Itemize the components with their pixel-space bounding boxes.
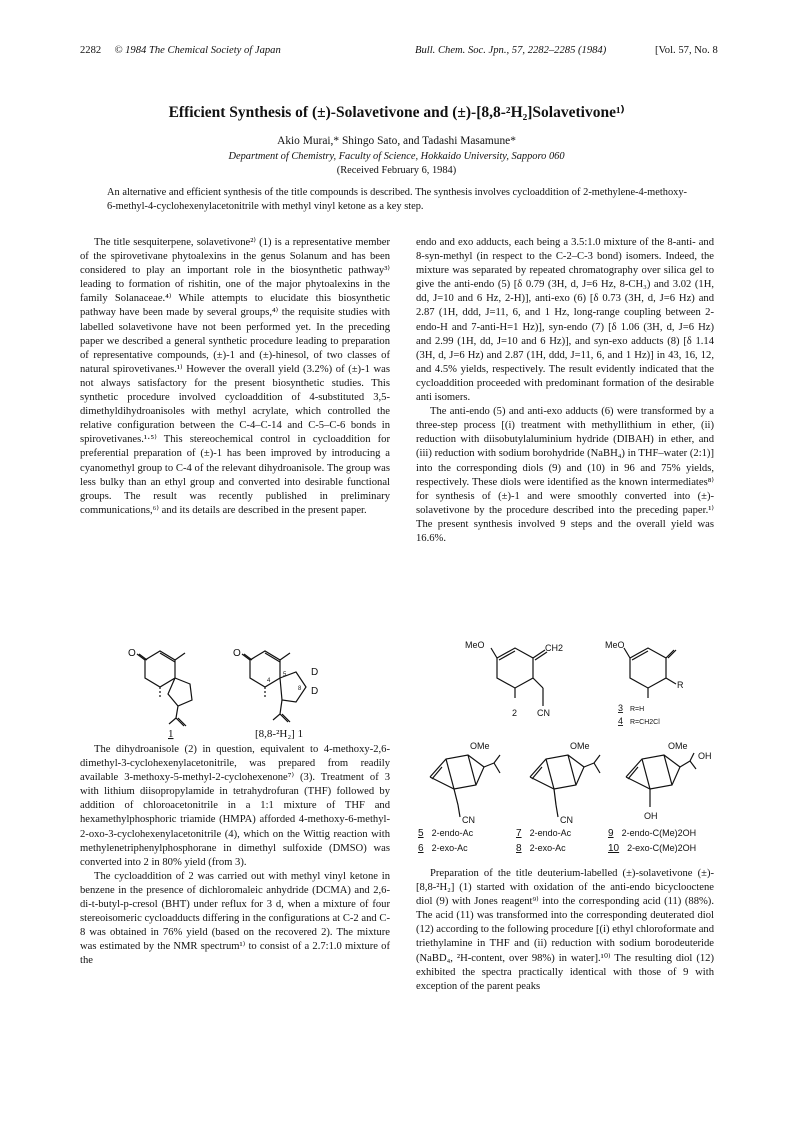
paragraph-intro: The title sesquiterpene, solavetivone²⁾ (1) is a representative member of the spirovetivane phytoalexins in the genus Solanum and has been considered to play an important role in the biosynthetic pathway³⁾ leading to formation of rishitin, one of the major phytoalexins in the family Solanaceae.⁴⁾ While attempts to elucidate this biosynthetic pathway have been made by several groups,⁴⁾ the requisite studies with labelled solavetivone have not been performed yet. In the preceding paper we described a general synthetic procedure leading to preparation of representative compounds, (±)-1 and (±)-hinesol, of two classes of natural spirovetivanes.¹⁾ However the overall yield (3.2%) of (±)-1 was not always satisfactory for the present biosynthetic studies. This synthetic procedure involved cycloaddition of 4-substituted 3,5-dimethyldihydroanisoles with methyl acrylate, which controlled the relative configuration between the C-4–C-14 and C-5–C-6 bonds in spirovetivanes.¹·⁵⁾ This stereochemical control in cycloaddition for preferential preparation of (±)-1 has been improved by introducing a cyanomethyl group to C-4 of the relevant dihydroanisole. The group was less bulky than an ethyl group and converted into desirable functional groups. The result was recently published in preliminary communications,⁶⁾ and its details are described in the present paper. xyxy=(80,237,390,516)
journal-citation: Bull. Chem. Soc. Jpn., 57, 2282–2285 (1984) xyxy=(415,45,607,56)
structure-2 xyxy=(491,648,547,706)
header-left xyxy=(80,44,281,58)
OMe-label-c: OMe xyxy=(668,741,688,751)
R-label: R xyxy=(677,680,684,690)
structure-7-8 xyxy=(530,755,600,817)
structure-1 xyxy=(137,651,192,726)
structure-9-10 xyxy=(626,753,696,807)
compound-num: 7 xyxy=(516,828,522,839)
CN-label: CN xyxy=(537,708,550,718)
legend-row-1 xyxy=(418,828,718,843)
svg-text:O: O xyxy=(233,648,241,659)
compound-num: 10 xyxy=(608,843,620,854)
paragraph-adducts: endo and exo adducts, each being a 3.5:1.0 mixture of the 8-anti- and 8-syn-methyl (in respect to the C-2–C-3 bond) isomers. Indeed, the mixture was separated by repeated chromatography over silica gel to give the anti-endo (5) [δ 0.79 (3H, d, J=6 Hz, 8-CH₃) and 3.02 (1H, dd, J=10 and 6 Hz, 2-H)], anti-exo (6) [δ 0.73 (3H, d, J=6 Hz) and 2.87 (1H, ddd, J=11, 6, and 1 Hz, long-range coupling between 2-endo-H and 7-anti-H=1 Hz)], syn-endo (7) [δ 1.06 (3H, d, J=6 Hz) and 2.99 (1H, dd, J=10 and 6 Hz)], and syn-exo adducts (8) [δ 1.14 (3H, d, J=6 Hz) and 2.87 (1H, ddd, J=11, 6, and 1 Hz)] in 43, 16, 12, and 4.5% yields, respectively. The result evidently indicated that the cycloaddition proceeded with predominant formation of the desirable anti isomers. xyxy=(416,237,714,404)
CN-label-a: CN xyxy=(462,815,475,825)
left-column-upper xyxy=(80,236,390,518)
left-column-lower xyxy=(80,743,390,969)
OMe-label-b: OMe xyxy=(570,741,590,751)
atom-4: 4 xyxy=(267,678,271,684)
label-compound-labelled: [8,8-²H₂] 1 xyxy=(255,728,304,740)
page-number: 2282 xyxy=(80,45,102,56)
compound-num: 8 xyxy=(516,843,522,854)
figure-compounds-2-4 xyxy=(455,636,715,728)
compound-3-num: 3 xyxy=(618,703,624,713)
right-column-upper xyxy=(416,236,714,546)
compound-2-num: 2 xyxy=(512,708,518,718)
MeO-label-b: MeO xyxy=(605,640,625,650)
compound-num: 5 xyxy=(418,828,424,839)
authors: Akio Murai,* Shingo Sato, and Tadashi Masamune* xyxy=(277,135,516,147)
structure-3-4 xyxy=(624,648,676,698)
legend-row-2 xyxy=(418,843,718,858)
atom-D1: D xyxy=(311,667,319,678)
article-title: Efficient Synthesis of (±)-Solavetivone and (±)-[8,8-²H₂]Solavetivone¹⁾ xyxy=(168,104,625,121)
paragraph-dihydroanisole: The dihydroanisole (2) in question, equivalent to 4-methoxy-2,6-dimethyl-3-cyclohexenylacetonitrile, was prepared from readily available 3-methoxy-5-methyl-2-cyclohexenone⁷⁾ (3). Treatment of 3 with lithium diisopropylamide in tetrahydrofuran (THF) followed by addition of chloroacetonitrile in a 1:1 mixture of THF and hexamethylphosphoric triamide (HMPA) afforded 4-methoxy-6-methyl-2-oxo-3-cyclohexenylacetonitrile (4), which on the Wittig reaction with methylenetriphenylphosphorane in dimethyl sulfoxide (DMSO) was converted into 2 in 80% yield (from 3). xyxy=(80,744,390,868)
right-column-lower xyxy=(416,867,714,994)
atom-8: 8 xyxy=(298,686,302,692)
compound-legend xyxy=(418,828,718,858)
OMe-label-a: OMe xyxy=(470,741,490,751)
CH2-label: CH2 xyxy=(545,643,564,653)
CN-label-b: CN xyxy=(560,815,573,825)
abstract: An alternative and efficient synthesis of the title compounds is described. The synthesis involves cycloaddition of 2-methylene-4-methoxy-6-methyl-4-cyclohexenylacetonitrile with methyl vinyl ketone as a key step. xyxy=(107,187,687,212)
OH-label-a: OH xyxy=(698,751,712,761)
figure-solavetivone-structures xyxy=(100,632,380,742)
OH-label-b: OH xyxy=(644,811,658,821)
compound-desc: 2-endo-C(Me)2OH xyxy=(621,828,697,838)
compound-num: 6 xyxy=(418,843,424,854)
compound-desc: 2-exo-C(Me)2OH xyxy=(627,843,697,853)
volume-info: [Vol. 57, No. 8 xyxy=(655,45,718,56)
structure-5-6 xyxy=(430,755,500,817)
affiliation: Department of Chemistry, Faculty of Science, Hokkaido University, Sapporo 060 xyxy=(228,151,565,162)
atom-5: 5 xyxy=(283,672,287,678)
received-date: (Received February 6, 1984) xyxy=(336,165,457,176)
compound-desc: 2-endo-Ac xyxy=(431,828,474,838)
compound-3-r: R=H xyxy=(630,706,645,713)
paragraph-deuterium: Preparation of the title deuterium-labelled (±)-solavetivone (±)-[8,8-²H₂] (1) started with oxidation of the anti-endo bicyclooctene diol (9) with Jones reagent⁹⁾ into the corresponding acid (11) (88%). The acid (11) was transformed into the corresponding deuterated diol (12) according to the following procedure [(i) ethyl chloroformate and triethylamine in THF and (ii) reduction with sodium borodeuteride (NaBD₄, ²H-content, over 98%) in water].¹⁰⁾ The resulting diol (12) exhibited the spectra practically identical with those of 9 with exception of the parent peaks xyxy=(416,868,714,992)
compound-4-r: R=CH2Cl xyxy=(630,719,660,726)
paragraph-cycloaddition: The cycloaddition of 2 was carried out with methyl vinyl ketone in benzene in the presence of dichloromaleic anhydride (DCMA) and 2,6-di-t-butyl-p-cresol (BHT) under reflux for 3 d, when a mixture of four stereoisomeric cycloadducts differing in the configurations at C-2 and C-8 was obtained in 76% yield (based on the recovered 2). The mixture was estimated by the NMR spectrum¹⁾ to consist of a 2.7:1.0 mixture of the xyxy=(80,870,390,967)
compound-4-num: 4 xyxy=(618,716,624,726)
paragraph-transformation: The anti-endo (5) and anti-exo adducts (6) were transformed by a three-step process [(i) treatment with methyllithium in ether, (ii) reduction with diisobutylaluminium hydride (DIBAH) in ether, and (iii) reduction with sodium borohydride (NaBH₄) in THF–water (2:1)] into the corresponding diols (9) and (10) in 96 and 75% yields, respectively. These diols were identified as the known intermediates⁸⁾ for synthesis of (±)-1 and were smoothly converted into (±)-solavetivone by the procedure described into the preceding paper.¹⁾ The present synthesis involved 9 steps and the overall yield was 16.6%. xyxy=(416,406,714,544)
compound-desc: 2-exo-Ac xyxy=(529,843,566,853)
compound-num: 9 xyxy=(608,828,614,839)
MeO-label-a: MeO xyxy=(465,640,485,650)
svg-text:O: O xyxy=(128,648,136,659)
figure-bicyclooctenes xyxy=(418,737,718,827)
label-compound-1: 1 xyxy=(168,728,174,740)
compound-desc: 2-exo-Ac xyxy=(431,843,468,853)
compound-desc: 2-endo-Ac xyxy=(529,828,572,838)
copyright: © 1984 The Chemical Society of Japan xyxy=(114,45,281,56)
structure-labelled xyxy=(242,651,306,722)
atom-D2: D xyxy=(311,686,319,697)
